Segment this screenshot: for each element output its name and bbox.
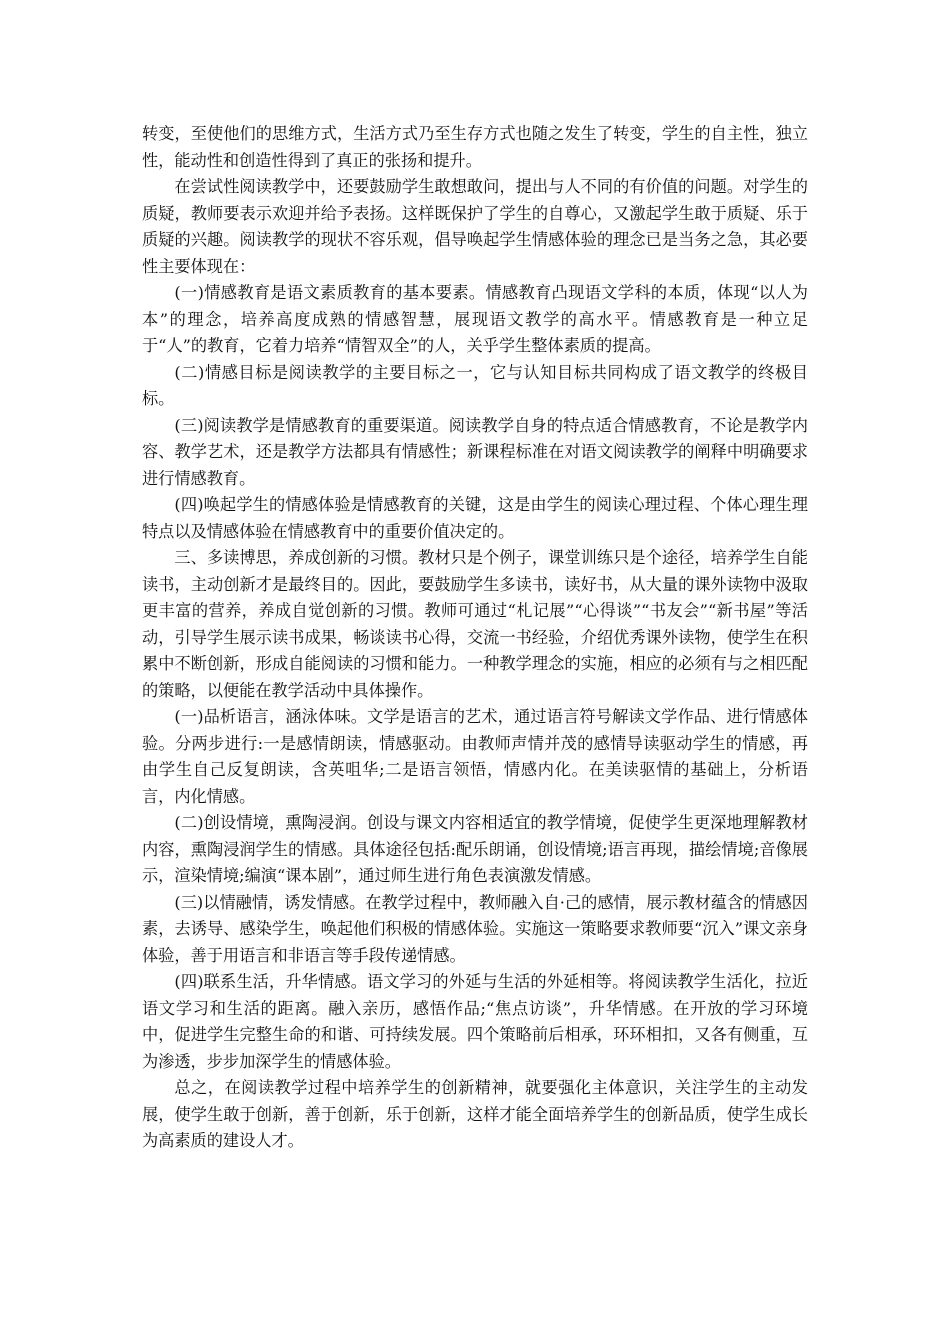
paragraph-questioning: 在尝试性阅读教学中，还要鼓励学生敢想敢问，提出与人不同的有价值的问题。对学生的质疑，教师要表示欢迎并给予表扬。这样既保护了学生的自尊心，又激起学生敢于质疑、乐于质疑的兴趣。阅读教学的现状不容乐观，倡导唤起学生情感体验的理念已是当务之急，其必要性主要体现在： — [142, 177, 808, 276]
paragraph-point-2: (二)情感目标是阅读教学的主要目标之一，它与认知目标共同构成了语文教学的终极目标。 — [142, 362, 808, 408]
paragraph-strategy-3: (三)以情融情，诱发情感。在教学过程中，教师融入自·己的感情，展示教材蕴含的情感因素，去诱导、感染学生，唤起他们积极的情感体验。实施这一策略要求教师要“沉入”课文亲身体验，善于用语言和非语言等手段传递情感。 — [142, 892, 808, 965]
paragraph-strategy-2: (二)创设情境，熏陶浸润。创设与课文内容相适宜的教学情境，促使学生更深地理解教材内容，熏陶浸润学生的情感。具体途径包括:配乐朗诵，创设情境;语言再现，描绘情境;音像展示，渲染情境;编演“课本剧”，通过师生进行角色表演激发情感。 — [142, 813, 808, 885]
paragraph-strategy-4: (四)联系生活，升华情感。语文学习的外延与生活的外延相等。将阅读教学生活化，拉近语文学习和生活的距离。融入亲历，感悟作品;“焦点访谈”，升华情感。在开放的学习环境中，促进学生完整生命的和谐、可持续发展。四个策略前后相承，环环相扣，又各有侧重，互为渗透，步步加深学生的情感体验。 — [142, 972, 808, 1071]
paragraph-point-4: (四)唤起学生的情感体验是情感教育的关键，这是由学生的阅读心理过程、个体心理生理特点以及情感体验在情感教育中的重要价值决定的。 — [142, 495, 808, 541]
paragraph-strategy-1: (一)品析语言，涵泳体味。文学是语言的艺术，通过语言符号解读文学作品、进行情感体验。分两步进行:一是感情朗读，情感驱动。由教师声情并茂的感情导读驱动学生的情感，再由学生自己反复朗读，含英咀华;二是语言领悟，情感内化。在美读驱情的基础上，分析语言，内化情感。 — [142, 707, 808, 806]
paragraph-section-3: 三、多读博思，养成创新的习惯。教材只是个例子，课堂训练只是个途径，培养学生自能读书，主动创新才是最终目的。因此，要鼓励学生多读书，读好书，从大量的课外读物中汲取更丰富的营养，养成自觉创新的习惯。教师可通过“札记展”“心得谈”“书友会”“新书屋”等活动，引导学生展示读书成果，畅谈读书心得，交流一书经验，介绍优秀课外读物，使学生在积累中不断创新，形成自能阅读的习惯和能力。一种教学理念的实施，相应的必须有与之相匹配的策略，以便能在教学活动中具体操作。 — [142, 548, 808, 700]
document-body — [142, 121, 808, 1155]
paragraph-point-1: (一)情感教育是语文素质教育的基本要素。情感教育凸现语文学科的本质，体现“以人为本”的理念，培养高度成熟的情感智慧，展现语文教学的高水平。情感教育是一种立足于“人”的教育，它着力培养“情智双全”的人，关乎学生整体素质的提高。 — [142, 283, 808, 355]
paragraph-conclusion: 总之，在阅读教学过程中培养学生的创新精神，就要强化主体意识，关注学生的主动发展，使学生敢于创新，善于创新，乐于创新，这样才能全面培养学生的创新品质，使学生成长为高素质的建设人才。 — [142, 1078, 808, 1150]
paragraph-continuation: 转变，至使他们的思维方式，生活方式乃至生存方式也随之发生了转变，学生的自主性，独立性，能动性和创造性得到了真正的张扬和提升。 — [142, 124, 808, 170]
paragraph-point-3: (三)阅读教学是情感教育的重要渠道。阅读教学自身的特点适合情感教育，不论是教学内容、教学艺术，还是教学方法都具有情感性；新课程标准在对语文阅读教学的阐释中明确要求进行情感教育。 — [142, 415, 808, 488]
